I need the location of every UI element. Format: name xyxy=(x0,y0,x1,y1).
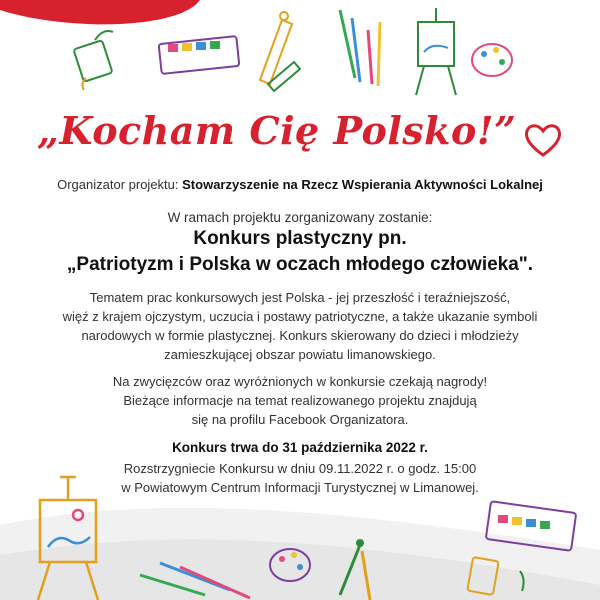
description-line: więź z krajem ojczystym, uczucia i postawy patriotyczne, a także ukazanie symboli xyxy=(62,309,538,324)
competition-name: Konkurs plastyczny pn. xyxy=(193,228,407,249)
description-line: zamieszkującej obszar powiatu limanowskiego. xyxy=(164,347,436,362)
pencils-icon xyxy=(340,10,380,86)
prizes-line: się na profilu Facebook Organizatora. xyxy=(191,412,409,427)
schedule-line: Rozstrzygniecie Konkursu w dniu 09.11.2022 r. o godz. 15:00 xyxy=(123,461,477,476)
paint-box-icon xyxy=(159,36,240,74)
art-supplies-bottom-illustration xyxy=(0,455,600,600)
description-paragraph xyxy=(60,288,540,364)
easel-icon xyxy=(38,477,98,600)
paint-box-icon xyxy=(486,501,576,551)
description-line: narodowych w formie plastycznej. Konkurs skierowany do dzieci i młodzieży xyxy=(81,328,519,343)
prizes-line: Na zwycięzców oraz wyróżnionych w konkursie czekają nagrody! xyxy=(112,374,488,389)
organizer-name: Stowarzyszenie na Rzecz Wspierania Aktywności Lokalnej xyxy=(182,177,543,192)
paint-jar-icon xyxy=(73,31,113,90)
paint-tube-icon xyxy=(260,12,292,84)
project-intro: W ramach projektu zorganizowany zostanie: xyxy=(167,210,433,225)
palette-icon xyxy=(472,44,512,76)
paint-brush-icon xyxy=(340,539,370,600)
heart-icon xyxy=(523,123,563,157)
paint-jar-icon xyxy=(467,557,523,595)
palette-icon xyxy=(270,549,310,581)
art-supplies-top-illustration xyxy=(0,0,600,110)
pencils-icon xyxy=(140,563,250,598)
description-line: Tematem prac konkursowych jest Polska - jej przeszłość i teraźniejszość, xyxy=(89,290,511,305)
deadline-text: Konkurs trwa do 31 października 2022 r. xyxy=(172,440,428,455)
competition-title: „Patriotyzm i Polska w oczach młodego człowieka". xyxy=(66,254,534,275)
prizes-paragraph xyxy=(60,372,540,429)
easel-icon xyxy=(416,8,456,95)
prizes-line: Bieżące informacje na temat realizowanego projektu znajdują xyxy=(123,393,477,408)
page-title: „Kocham Cię Polsko!” xyxy=(37,108,517,153)
organizer-line xyxy=(0,177,600,192)
schedule-line: w Powiatowym Centrum Informacji Turystycznej w Limanowej. xyxy=(121,480,479,495)
title-row xyxy=(0,108,600,157)
organizer-label: Organizator projektu: xyxy=(57,177,179,192)
